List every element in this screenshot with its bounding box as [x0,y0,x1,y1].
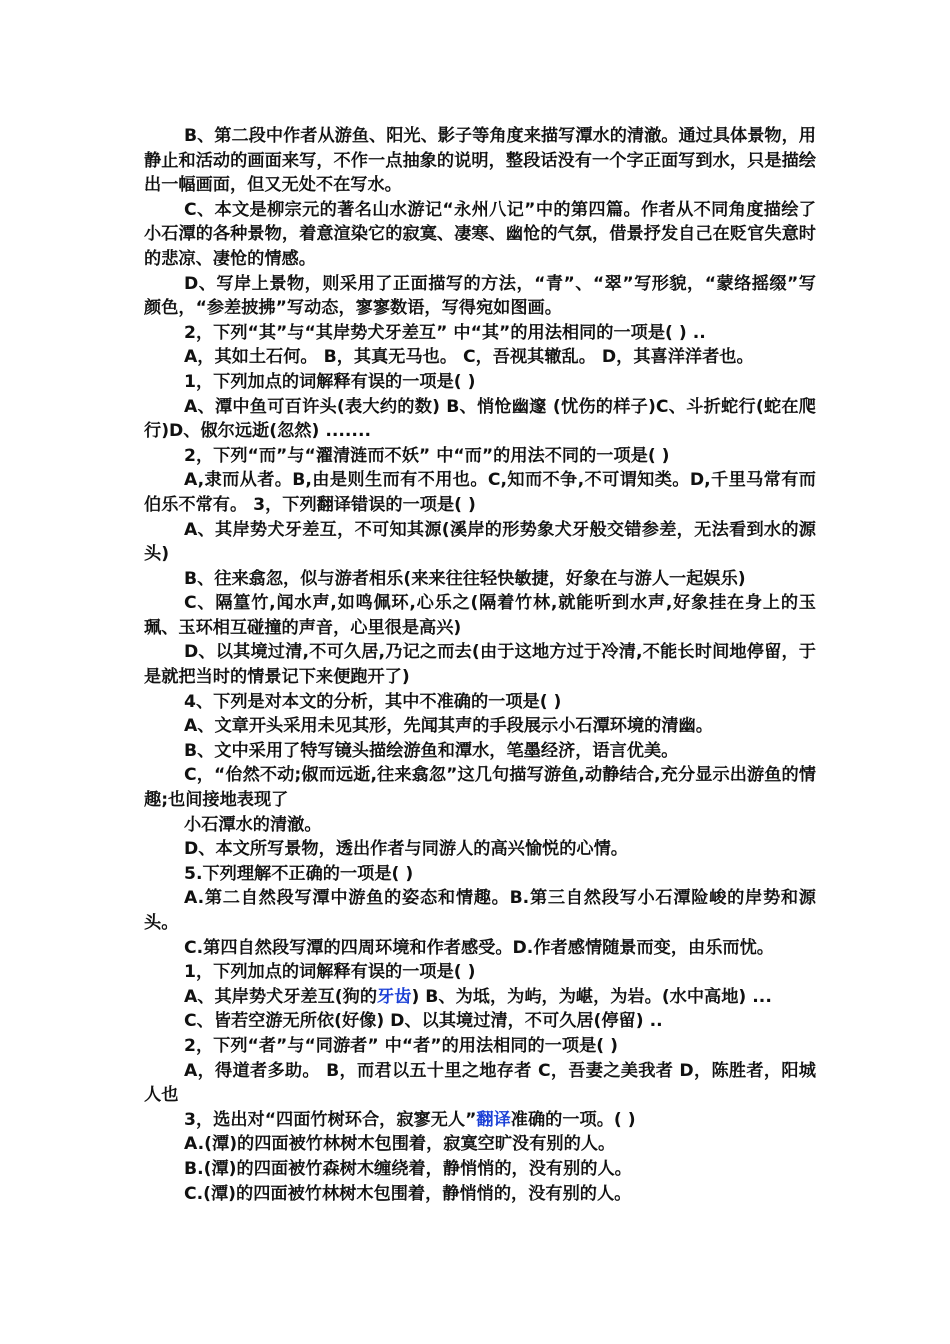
answer-options [144,985,816,1010]
answer-option: D、以其境过清,不可久居,乃记之而去(由于这地方过于冷清,不能长时间地停留，于是就把当时的情景记下来便跑开了) [144,642,816,688]
answer-option: B、往来翕忽，似与游者相乐(来来往往轻快敏捷，好象在与游人一起娱乐) [184,568,746,589]
paragraph: D、写岸上景物，则采用了正面描写的方法，“青”、“翠”写形貌，“蒙络摇缀”写颜色，“参差披拂”写动态，寥寥数语，写得宛如图画。 [144,273,816,319]
paragraph: C、本文是柳宗元的著名山水游记“永州八记”中的第四篇。作者从不同角度描绘了小石潭的各种景物，着意渲染它的寂寞、凄寒、幽怆的气氛，借景抒发自己在贬官失意时的悲凉、凄怆的情感。 [144,199,816,269]
answer-options: A.第二自然段写潭中游鱼的姿态和情趣。B.第三自然段写小石潭险峻的岸势和源头。 [144,888,816,933]
answer-options: A，得道者多助。 B，而君以五十里之地存者 C，吾妻之美我者 D，陈胜者，阳城人也 [144,1060,816,1106]
answer-options: A，其如土石何。 B，其真无马也。 C，吾视其辙乱。 D，其喜洋洋者也。 [184,347,754,368]
text-segment: 准确的一项。( ) [510,1109,636,1130]
question-heading: 4、下列是对本文的分析，其中不准确的一项是( ) [184,691,562,712]
answer-option: D、本文所写景物，透出作者与同游人的高兴愉悦的心情。 [184,839,628,860]
paragraph: B、第二段中作者从游鱼、阳光、影子等角度来描写潭水的清澈。通过具体景物，用静止和活动的画面来写，不作一点抽象的说明，整段话没有一个字正面写到水，只是描绘出一幅画面，但又无处不在写水。 [144,126,816,196]
question-heading: 1，下列加点的词解释有误的一项是( ) [184,962,476,983]
question-heading: 5.下列理解不正确的一项是( ) [184,863,414,884]
answer-option: A、文章开头采用未见其形，先闻其声的手段展示小石潭环境的清幽。 [184,716,713,737]
answer-options: A、潭中鱼可百许头(表大约的数) B、悄怆幽邃 (忧伤的样子)C、斗折蛇行(蛇在爬行)D、俶尔远逝(忽然) ....... [144,396,816,442]
answer-options: C.第四自然段写潭的四周环境和作者感受。D.作者感情随景而变，由乐而忧。 [184,937,774,958]
answer-option: C，“佁然不动;俶而远逝,往来翕忽”这几句描写游鱼,动静结合,充分显示出游鱼的情趣;也间接地表现了 [144,765,816,811]
answer-option: C、隔篁竹,闻水声,如鸣佩环,心乐之(隔着竹林,就能听到水声,好象挂在身上的玉珮、玉环相互碰撞的声音，心里很是高兴) [144,593,816,638]
question-heading: 2，下列“者”与“同游者” 中“者”的用法相同的一项是( ) [184,1035,618,1056]
answer-options: A,隶而从者。B,由是则生而有不用也。C,知而不争,不可谓知类。D,千里马常有而伯乐不常有。 3，下列翻译错误的一项是( ) [144,470,816,515]
link-yachi[interactable]: 牙齿 [377,986,412,1007]
answer-option: A、其岸势犬牙差互，不可知其源(溪岸的形势象犬牙般交错参差，无法看到水的源头) [144,519,816,565]
link-fanyi[interactable]: 翻译 [476,1109,511,1130]
question-heading: 2，下列“而”与“濯清涟而不妖” 中“而”的用法不同的一项是( ) [184,445,670,466]
question-heading: 2，下列“其”与“其岸势犬牙差互” 中“其”的用法相同的一项是( ) .. [184,322,706,343]
answer-option: B.(潭)的四面被竹森树木缠绕着，静悄悄的，没有别的人。 [184,1158,632,1179]
text-segment: ) B、为坻，为屿，为嵁，为岩。(水中高地) ... [411,986,772,1007]
answer-option: B、文中采用了特写镜头描绘游鱼和潭水，笔墨经济，语言优美。 [184,740,679,761]
answer-option: A.(潭)的四面被竹林树木包围着，寂寞空旷没有别的人。 [184,1134,616,1155]
document-page [144,124,816,1206]
question-heading [144,1108,816,1133]
answer-option-continued: 小石潭水的清澈。 [184,814,322,835]
text-segment: 3，选出对“四面竹树环合，寂寥无人” [184,1109,477,1130]
text-segment: A、其岸势犬牙差互(狗的 [184,986,378,1007]
answer-option: C.(潭)的四面被竹林树木包围着，静悄悄的，没有别的人。 [184,1183,632,1204]
question-heading: 1，下列加点的词解释有误的一项是( ) [184,371,476,392]
answer-options: C、皆若空游无所依(好像) D、以其境过清，不可久居(停留) .. [184,1011,663,1032]
